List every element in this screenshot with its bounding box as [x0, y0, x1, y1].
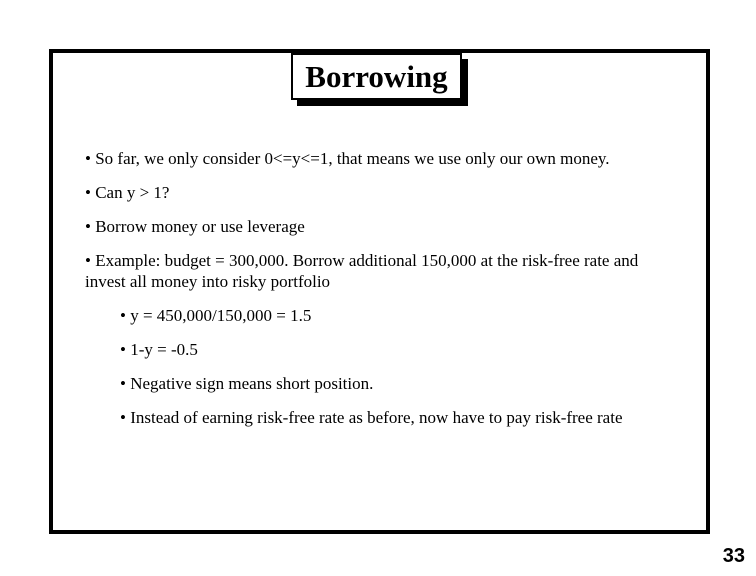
sub-bullet-y-value: • y = 450,000/150,000 = 1.5 — [120, 306, 312, 325]
sub-bullet-pay-risk-free: • Instead of earning risk-free rate as before, now have to pay risk-free rate — [120, 408, 623, 427]
slide-title: Borrowing — [305, 59, 448, 94]
bullet-example: • Example: budget = 300,000. Borrow additional 150,000 at the risk-free rate and invest all money into risky portfolio — [85, 251, 639, 291]
bullet-borrow-leverage: • Borrow money or use leverage — [85, 217, 305, 236]
bullet-own-money: • So far, we only consider 0<=y<=1, that means we use only our own money. — [85, 149, 610, 168]
sub-bullet-one-minus-y: • 1-y = -0.5 — [120, 340, 198, 359]
slide-content — [85, 148, 675, 428]
sub-bullet-short-position: • Negative sign means short position. — [120, 374, 374, 393]
bullet-can-y-exceed-one: • Can y > 1? — [85, 183, 170, 202]
slide-title-box — [291, 53, 462, 100]
page-number: 33 — [722, 545, 745, 567]
